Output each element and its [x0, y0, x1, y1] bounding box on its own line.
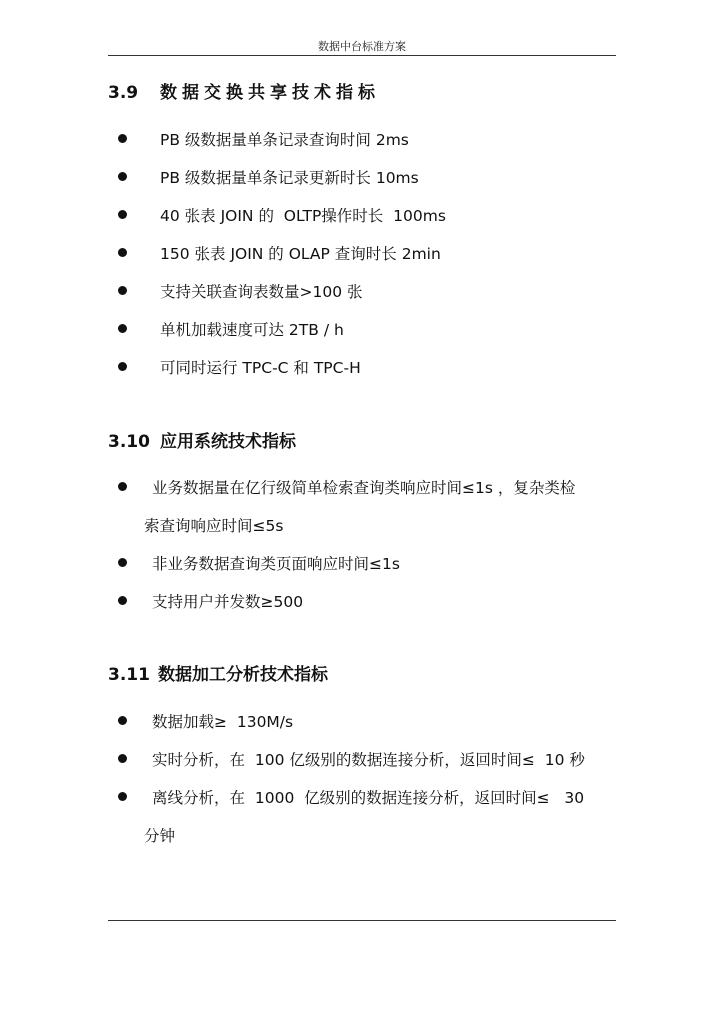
- bullet-icon: [118, 248, 127, 257]
- bullet-icon: [118, 558, 127, 567]
- header-rule: [108, 55, 616, 56]
- section-number: 3.9: [108, 83, 139, 103]
- bullet-icon: [118, 482, 127, 491]
- section-heading-3-11: [108, 660, 328, 685]
- bullet-icon: [118, 362, 127, 371]
- section-title: 应用系统技术指标: [160, 432, 296, 452]
- bullet-icon: [118, 286, 127, 295]
- list-item-text: 非业务数据查询类页面响应时间≤1s: [152, 555, 400, 573]
- bullet-icon: [118, 596, 127, 605]
- bullet-icon: [118, 324, 127, 333]
- list-item-text: 数据加载≥ 130M/s: [152, 713, 294, 731]
- list-item-continuation: 索查询响应时间≤5s: [144, 517, 284, 535]
- section-number: 3.10: [108, 432, 150, 452]
- list-item-text: PB 级数据量单条记录更新时长 10ms: [160, 169, 419, 187]
- bullet-icon: [118, 210, 127, 219]
- page-header: 数据中台标准方案: [318, 40, 406, 53]
- section-heading-3-10: [108, 427, 296, 452]
- list-item-text: 业务数据量在亿行级简单检索查询类响应时间≤1s ，复杂类检: [152, 479, 576, 497]
- list-item-continuation: 分钟: [144, 827, 176, 845]
- section-title: 数据加工分析技术指标: [158, 665, 328, 685]
- list-item-text: 可同时运行 TPC-C 和 TPC-H: [160, 359, 361, 377]
- list-item-text: PB 级数据量单条记录查询时间 2ms: [160, 131, 409, 149]
- list-item-text: 支持用户并发数≥500: [152, 593, 304, 611]
- list-item-text: 150 张表 JOIN 的 OLAP 查询时长 2min: [160, 245, 441, 263]
- bullet-icon: [118, 792, 127, 801]
- bullet-icon: [118, 754, 127, 763]
- list-item-text: 单机加载速度可达 2TB / h: [160, 321, 344, 339]
- footer-rule: [108, 920, 616, 921]
- list-item-text: 实时分析，在 100 亿级别的数据连接分析，返回时间≤ 10 秒: [152, 751, 585, 769]
- bullet-icon: [118, 134, 127, 143]
- list-item-text: 40 张表 JOIN 的 OLTP操作时长 100ms: [160, 207, 446, 225]
- list-item-text: 离线分析，在 1000 亿级别的数据连接分析，返回时间≤ 30: [152, 789, 585, 807]
- section-heading-3-9: [108, 78, 380, 103]
- bullet-icon: [118, 172, 127, 181]
- section-number: 3.11: [108, 665, 150, 685]
- list-item-text: 支持关联查询表数量>100 张: [160, 283, 363, 301]
- section-title: 数据交换共享技术指标: [160, 83, 380, 103]
- bullet-icon: [118, 716, 127, 725]
